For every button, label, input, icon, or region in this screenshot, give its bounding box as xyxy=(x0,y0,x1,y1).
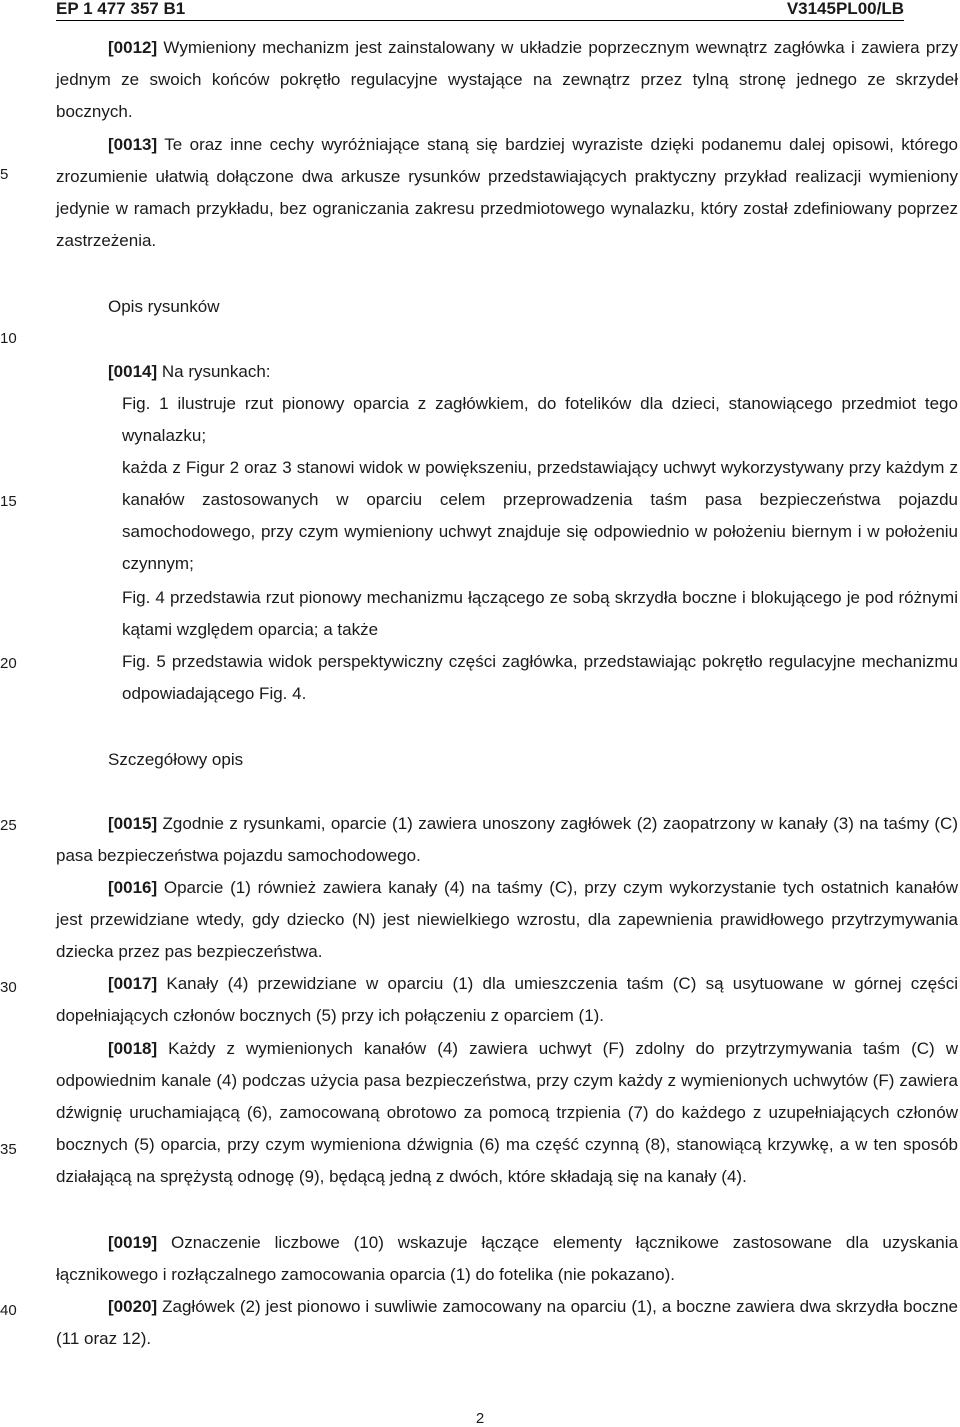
paragraph-text: Te oraz inne cechy wyróżniające staną się bardziej wyraziste dzięki podanemu dalej opisowi, którego zrozumienie ułatwią dołączone dwa arkusze rysunków przedstawiających praktyczny przykład realizacji wymieniony jedynie w ramach przykładu, bez ograniczania zakresu przedmiotowego wynalazku, który został zdefiniowany poprzez zastrzeżenia. xyxy=(56,135,958,250)
section-heading-detailed: Szczegółowy opis xyxy=(108,750,244,769)
paragraph-0013 xyxy=(56,129,958,257)
paragraph-tag: [0019] xyxy=(108,1233,158,1252)
paragraph-text: Kanały (4) przewidziane w oparciu (1) dla umieszczenia taśm (C) są usytuowane w górnej części dopełniających członów bocznych (5) przy ich połączeniu z oparciem (1). xyxy=(56,974,958,1025)
patent-number: EP 1 477 357 B1 xyxy=(56,0,186,18)
paragraph-text: Na rysunkach: xyxy=(157,362,271,381)
paragraph-0020 xyxy=(56,1291,958,1355)
figure-4-description: Fig. 4 przedstawia rzut pionowy mechanizmu łączącego ze sobą skrzydła boczne i blokującego je pod różnymi kątami względem oparcia; a także xyxy=(122,588,958,639)
page-number: 2 xyxy=(475,1410,485,1427)
paragraph-tag: [0017] xyxy=(108,974,158,993)
paragraph-0015 xyxy=(56,808,958,872)
paragraph-text: Oznaczenie liczbowe (10) wskazuje łączące elementy łącznikowe zastosowane dla uzyskania łącznikowego i rozłączalnego zamocowania oparcia (1) do fotelika (nie pokazano). xyxy=(56,1233,958,1284)
paragraph-text: Wymieniony mechanizm jest zainstalowany w układzie poprzecznym wewnątrz zagłówka i zawiera przy jednym ze swoich końców pokrętło regulacyjne wystające na zewnątrz przez tylną stronę jednego ze skrzydeł bocznych. xyxy=(56,38,958,121)
paragraph-tag: [0015] xyxy=(108,814,158,833)
paragraph-tag: [0013] xyxy=(108,135,158,154)
document-reference: V3145PL00/LB xyxy=(786,0,904,18)
paragraph-0017 xyxy=(56,968,958,1032)
section-heading-drawings: Opis rysunków xyxy=(108,297,220,316)
paragraph-tag: [0014] xyxy=(108,362,158,381)
paragraph-tag: [0018] xyxy=(108,1039,158,1058)
figure-2-3-description: każda z Figur 2 oraz 3 stanowi widok w powiększeniu, przedstawiający uchwyt wykorzystywany przy każdym z kanałów zastosowanych w oparciu celem przeprowadzenia taśm pasa bezpieczeństwa pojazdu samochodowego, przy czym wymieniony uchwyt znajduje się odpowiednio w położeniu biernym i w położeniu czynnym; xyxy=(122,458,958,573)
paragraph-text: Zgodnie z rysunkami, oparcie (1) zawiera unoszony zagłówek (2) zaopatrzony w kanały (3) na taśmy (C) pasa bezpieczeństwa pojazdu samochodowego. xyxy=(56,814,958,865)
line-number: 5 xyxy=(0,166,9,183)
paragraph-0018 xyxy=(56,1033,958,1193)
line-number: 30 xyxy=(0,979,17,996)
line-number: 15 xyxy=(0,493,17,510)
paragraph-text: Oparcie (1) również zawiera kanały (4) na taśmy (C), przy czym wykorzystanie tych ostatnich kanałów jest przewidziane wtedy, gdy dziecko (N) jest niewielkiego wzrostu, dla zapewnienia prawidłowego przytrzymywania dziecka przez pas bezpieczeństwa. xyxy=(56,878,958,961)
paragraph-0016 xyxy=(56,872,958,968)
paragraph-0014 xyxy=(108,362,958,382)
paragraph-tag: [0016] xyxy=(108,878,158,897)
paragraph-tag: [0012] xyxy=(108,38,158,57)
paragraph-text: Zagłówek (2) jest pionowo i suwliwie zamocowany na oparciu (1), a boczne zawiera dwa skrzydła boczne (11 oraz 12). xyxy=(56,1297,958,1348)
line-number: 35 xyxy=(0,1141,17,1158)
paragraph-tag: [0020] xyxy=(108,1297,158,1316)
line-number: 10 xyxy=(0,330,17,347)
paragraph-text: Każdy z wymienionych kanałów (4) zawiera uchwyt (F) zdolny do przytrzymywania taśm (C) w odpowiednim kanale (4) podczas użycia pasa bezpieczeństwa, przy czym każdy z wymienionych uchwytów (F) zawiera dźwignię uruchamiającą (6), zamocowaną obrotowo za pomocą trzpienia (7) do każdego z uzupełniających członów bocznych (5) oparcia, przy czym wymieniona dźwignia (6) ma część czynną (8), stanowiącą krzywkę, a w ten sposób działającą na sprężystą odnogę (9), będącą jedną z dwóch, które składają się na kanały (4). xyxy=(56,1039,958,1186)
paragraph-0012 xyxy=(56,32,958,128)
paragraph-0019 xyxy=(56,1227,958,1291)
line-number: 40 xyxy=(0,1302,17,1319)
figure-5-description: Fig. 5 przedstawia widok perspektywiczny części zagłówka, przedstawiając pokrętło regulacyjne mechanizmu odpowiadającego Fig. 4. xyxy=(122,652,958,703)
line-number: 25 xyxy=(0,817,17,834)
figure-1-description: Fig. 1 ilustruje rzut pionowy oparcia z zagłówkiem, do fotelików dla dzieci, stanowiącego przedmiot tego wynalazku; xyxy=(122,394,958,445)
page-header xyxy=(56,0,904,21)
line-number: 20 xyxy=(0,655,17,672)
